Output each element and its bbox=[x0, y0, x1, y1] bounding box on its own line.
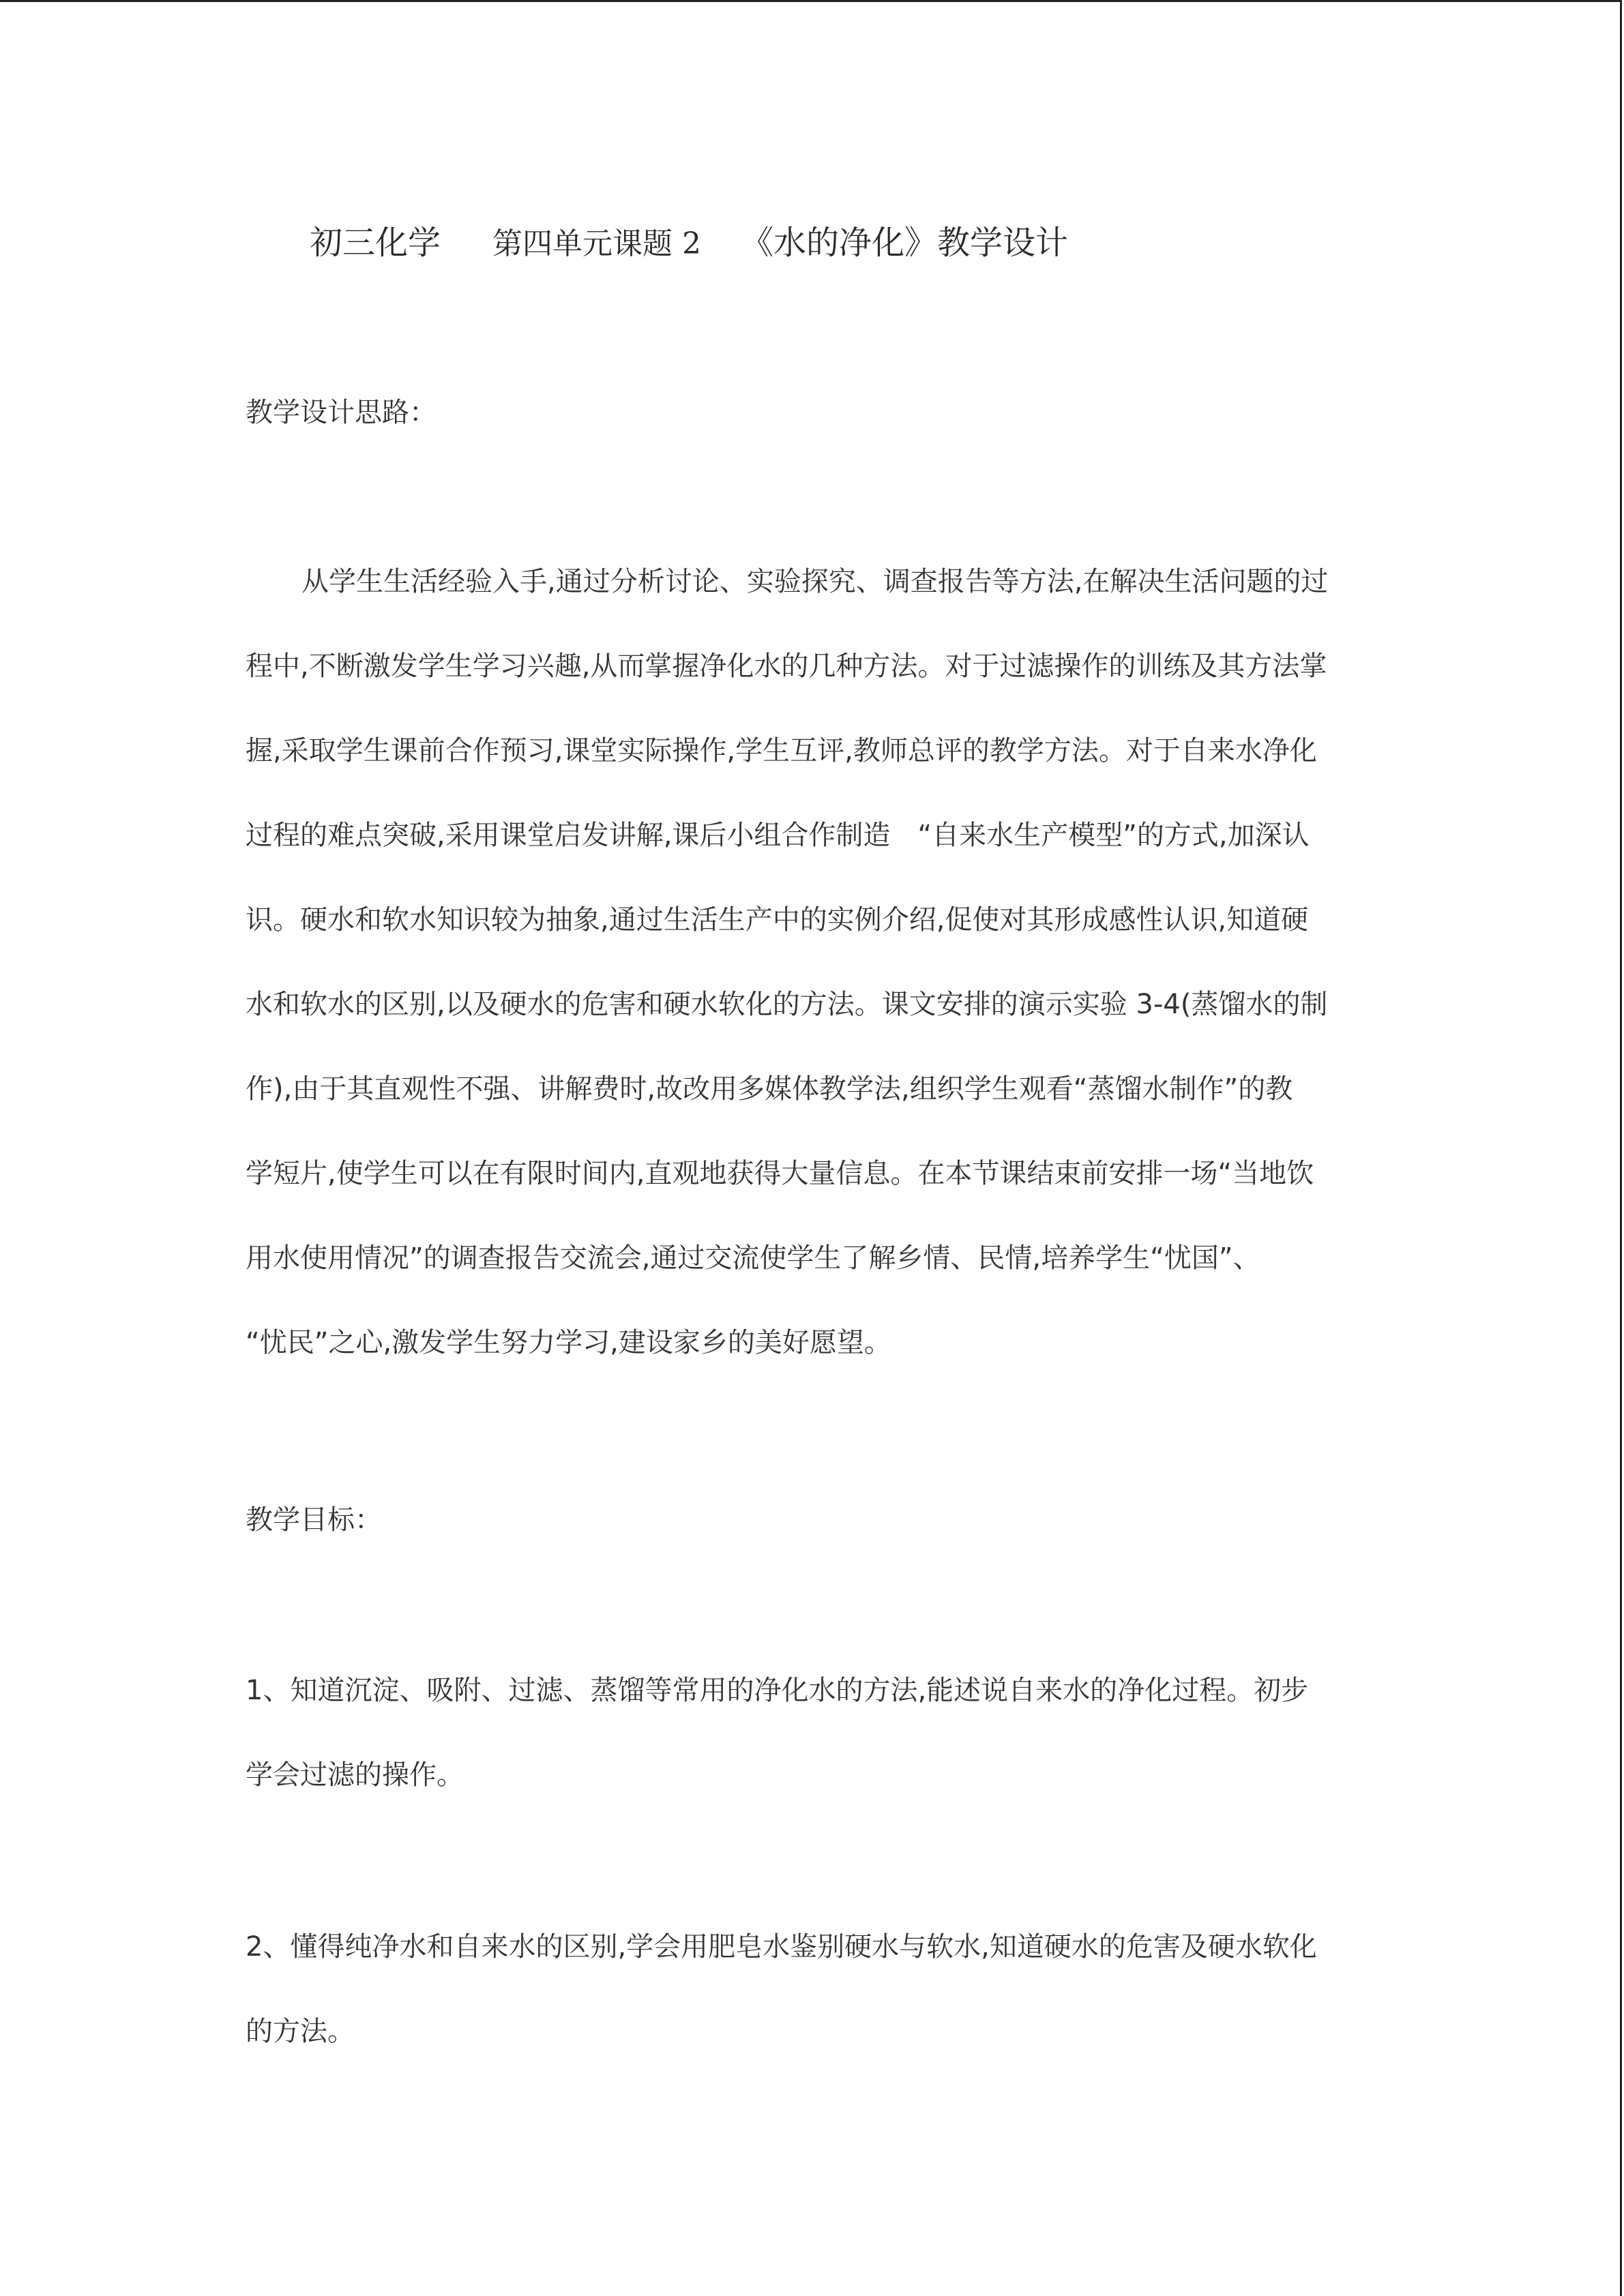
objective-line: 1、知道沉淀、吸附、过滤、蒸馏等常用的净化水的方法,能述说自来水的净化过程。初步 bbox=[246, 1675, 1309, 1706]
objective-item-1 bbox=[246, 1670, 1378, 1839]
objective-item-2 bbox=[246, 1926, 1378, 2096]
section-heading-design-idea: 教学设计思路： bbox=[246, 397, 437, 428]
title-unit: 第四单元课题 2 bbox=[492, 226, 701, 261]
objective-line: 2、懂得纯净水和自来水的区别,学会用肥皂水鉴别硬水与软水,知道硬水的危害及硬水软化 bbox=[246, 1931, 1317, 1963]
paragraph-line: “忧民”之心,激发学生努力学习,建设家乡的美好愿望。 bbox=[246, 1327, 891, 1358]
paragraph-line: 水和软水的区别,以及硬水的危害和硬水软化的方法。课文安排的演示实验 3-4(蒸馏水的制 bbox=[246, 989, 1328, 1020]
paragraph-line: 从学生生活经验入手,通过分析讨论、实验探究、调查报告等方法,在解决生活问题的过 bbox=[301, 566, 1329, 597]
paragraph-line: 握,采取学生课前合作预习,课堂实际操作,学生互评,教师总评的教学方法。对于自来水净化 bbox=[246, 735, 1317, 766]
paragraph-line: 学短片,使学生可以在有限时间内,直观地获得大量信息。在本节课结束前安排一场“当地饮 bbox=[246, 1158, 1314, 1189]
document-title bbox=[310, 219, 1068, 267]
paragraph-line: 识。硬水和软水知识较为抽象,通过生活生产中的实例介绍,促使对其形成感性认识,知道硬 bbox=[246, 904, 1309, 936]
paragraph-line: 程中,不断激发学生学习兴趣,从而掌握净化水的几种方法。对于过滤操作的训练及其方法掌 bbox=[246, 651, 1327, 682]
paragraph-line: 作),由于其直观性不强、讲解费时,故改用多媒体教学法,组织学生观看“蒸馏水制作”的教 bbox=[246, 1073, 1293, 1105]
objective-line: 学会过滤的操作。 bbox=[246, 1759, 464, 1791]
title-subject: 初三化学 bbox=[310, 224, 441, 262]
title-topic: 《水的净化》教学设计 bbox=[741, 224, 1069, 262]
paragraph-line: 用水使用情况”的调查报告交流会,通过交流使学生了解乡情、民情,培养学生“忧国”、 bbox=[246, 1242, 1260, 1274]
section-heading-objectives: 教学目标： bbox=[246, 1504, 382, 1536]
objective-line: 的方法。 bbox=[246, 2016, 355, 2047]
paragraph-line: 过程的难点突破,采用课堂启发讲解,课后小组合作制造 “自来水生产模型”的方式,加深认 bbox=[246, 820, 1310, 851]
design-idea-paragraph bbox=[246, 561, 1378, 1407]
